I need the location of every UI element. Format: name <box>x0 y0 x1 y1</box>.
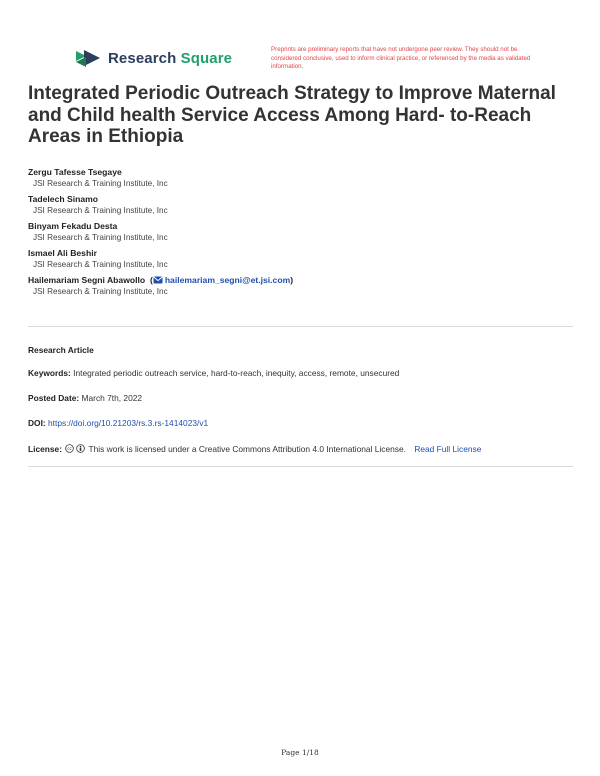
preprint-disclaimer: Preprints are preliminary reports that have not undergone peer review. They should not be considered conclusive, used to inform clinical practice, or referenced by the media as validated information. <box>271 46 531 71</box>
posted-date-value: March 7th, 2022 <box>81 393 143 403</box>
author-affiliation: JSI Research & Training Institute, Inc <box>33 233 168 242</box>
keywords-label: Keywords: <box>28 368 71 378</box>
license-text: This work is licensed under a Creative Commons Attribution 4.0 International License. <box>88 444 406 454</box>
author-affiliation: JSI Research & Training Institute, Inc <box>33 287 168 296</box>
research-square-logo[interactable] <box>74 48 232 68</box>
attribution-icon <box>76 444 85 453</box>
svg-text:cc: cc <box>67 446 73 452</box>
author-name: Ismael Ali Beshir <box>28 248 97 258</box>
paper-title: Integrated Periodic Outreach Strategy to Improve Maternal and Child health Service Access Among Hard- to-Reach Areas in Ethiopia <box>28 83 556 147</box>
author-affiliation: JSI Research & Training Institute, Inc <box>33 179 168 188</box>
posted-date-label: Posted Date: <box>28 393 80 403</box>
author-affiliation: JSI Research & Training Institute, Inc <box>33 260 168 269</box>
author-list <box>28 167 573 302</box>
license-label: License: <box>28 444 62 454</box>
author-name: Tadelech Sinamo <box>28 194 99 204</box>
author-name: Binyam Fekadu Desta <box>28 221 118 231</box>
read-full-license-link[interactable]: Read Full License <box>414 444 482 454</box>
corresponding-author-name: Hailemariam Segni Abawollo <box>28 275 146 285</box>
email-wrapper: ( hailemariam_segni@et.jsi.com) <box>147 275 294 285</box>
page-number: Page 1/18 <box>281 748 319 757</box>
author-entry <box>28 248 573 271</box>
author-name <box>28 275 573 286</box>
author-name: Zergu Tafesse Tsegaye <box>28 167 122 177</box>
keywords-line <box>28 368 573 378</box>
posted-date-line <box>28 393 573 403</box>
author-entry <box>28 221 573 244</box>
doi-label: DOI: <box>28 418 46 428</box>
envelope-icon <box>153 276 163 284</box>
license-line <box>28 444 573 454</box>
article-type: Research Article <box>28 345 94 355</box>
logo-text: Research Square <box>108 49 233 67</box>
email-link[interactable]: hailemariam_segni@et.jsi.com <box>164 275 291 285</box>
doi-link[interactable]: https://doi.org/10.21203/rs.3.rs-1414023/v1 <box>48 418 209 428</box>
section-divider <box>28 466 573 467</box>
section-divider <box>28 326 573 327</box>
keywords-value: Integrated periodic outreach service, hard-to-reach, inequity, access, remote, unsecured <box>73 368 400 378</box>
author-entry <box>28 275 573 298</box>
doi-line <box>28 418 573 428</box>
creative-commons-icon <box>65 444 74 453</box>
author-affiliation: JSI Research & Training Institute, Inc <box>33 206 168 215</box>
author-entry <box>28 194 573 217</box>
research-square-logo-icon <box>74 48 102 68</box>
author-entry <box>28 167 573 190</box>
